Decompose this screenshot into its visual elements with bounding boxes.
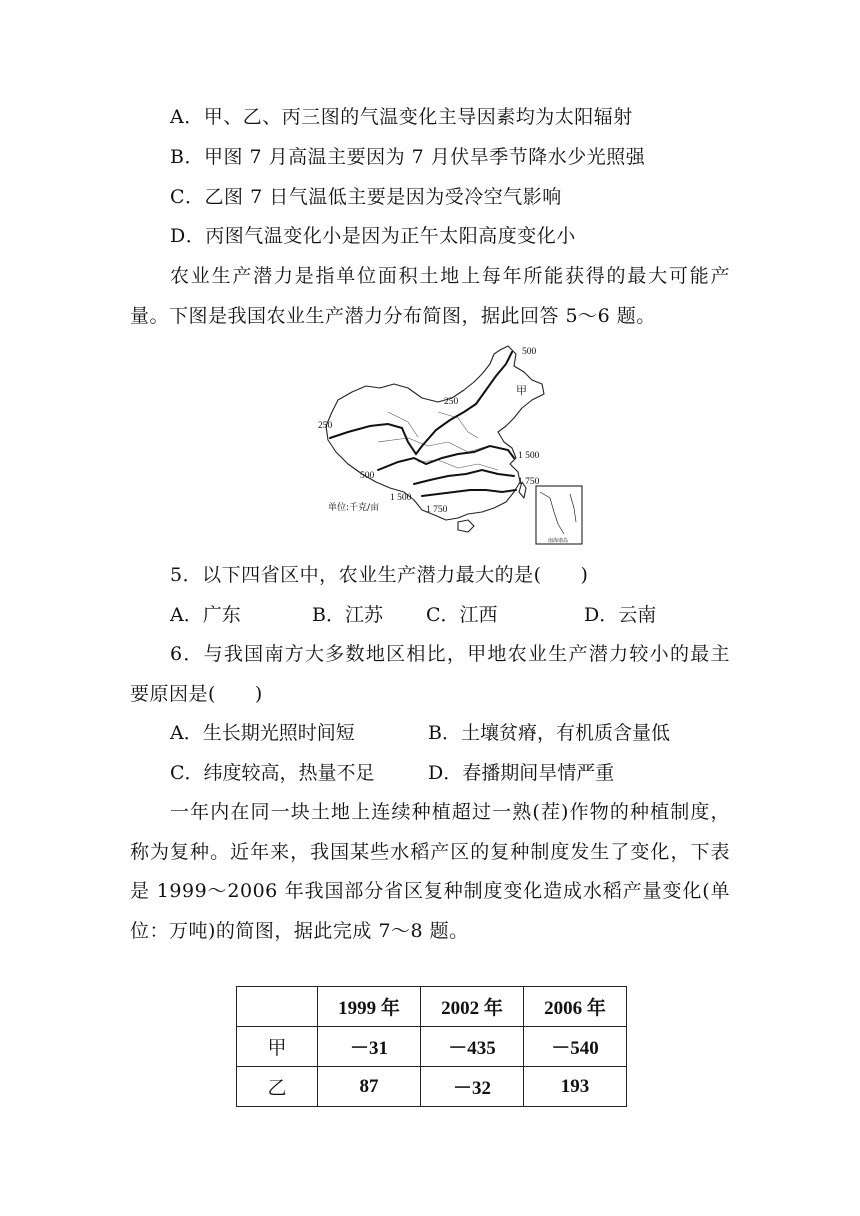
intro-2-line-1: 农业生产潜力是指单位面积土地上每年所能获得的最大可能产 xyxy=(170,265,730,287)
q6-option-b: B．土壤贫瘠，有机质含量低 xyxy=(428,722,670,744)
table-row-label-jia: 甲 xyxy=(237,1027,318,1067)
map-label-500-top: 500 xyxy=(522,347,537,357)
q4-option-b: B．甲图 7 月高温主要因为 7 月伏旱季节降水少光照强 xyxy=(170,146,646,168)
rice-yield-table xyxy=(236,986,627,1107)
map-label-250-west: 250 xyxy=(318,421,333,431)
q4-option-c: C．乙图 7 日气温低主要是因为受冷空气影响 xyxy=(170,186,562,208)
table-header-2002: 2002 年 xyxy=(421,987,524,1027)
intro-3-line-4: 位：万吨)的简图，据此完成 7～8 题。 xyxy=(130,920,469,942)
table-cell: 193 xyxy=(524,1067,627,1107)
map-label-1500-east: 1 500 xyxy=(518,451,540,461)
contour-1500-south xyxy=(414,470,514,484)
map-region-label-jia: 甲 xyxy=(516,384,527,397)
map-label-500-lower: 500 xyxy=(360,471,375,481)
q6-stem-line-1: 6．与我国南方大多数地区相比，甲地农业生产潜力较小的最主 xyxy=(170,643,730,665)
contour-1750 xyxy=(422,490,516,496)
table-row xyxy=(237,1067,627,1107)
table-header-corner xyxy=(237,987,318,1027)
table-cell: 87 xyxy=(318,1067,421,1107)
q4-option-a: A．甲、乙、丙三图的气温变化主导因素均为太阳辐射 xyxy=(170,106,633,128)
table-cell: －31 xyxy=(318,1027,421,1067)
intro-3-line-1: 一年内在同一块土地上连续种植超过一熟(茬)作物的种植制度， xyxy=(170,801,730,823)
map-svg xyxy=(318,342,588,548)
q6-option-a: A．生长期光照时间短 xyxy=(170,722,355,744)
table-row xyxy=(237,1027,627,1067)
map-label-250-mid: 250 xyxy=(444,397,459,407)
map-label-1500-south: 1 500 xyxy=(390,493,412,503)
contour-1500-north xyxy=(378,446,514,470)
contour-250-west xyxy=(330,404,476,454)
table-cell: －435 xyxy=(421,1027,524,1067)
q4-option-d: D．丙图气温变化小是因为正午太阳高度变化小 xyxy=(170,225,576,247)
intro-3-line-2: 称为复种。近年来，我国某些水稻产区的复种制度发生了变化，下表 xyxy=(130,841,730,863)
table-cell: －540 xyxy=(524,1027,627,1067)
q5-option-c: C．江西 xyxy=(426,604,498,626)
table-cell: －32 xyxy=(421,1067,524,1107)
q6-stem-line-2: 要原因是( ) xyxy=(130,683,263,705)
q6-option-c: C．纬度较高，热量不足 xyxy=(170,762,375,784)
table-row-label-yi: 乙 xyxy=(237,1067,318,1107)
q5-option-d: D．云南 xyxy=(584,604,657,626)
q6-option-d: D．春播期间旱情严重 xyxy=(428,762,615,784)
table-header-2006: 2006 年 xyxy=(524,987,627,1027)
q5-option-b: B．江苏 xyxy=(312,604,383,626)
map-label-1750-south: 1 750 xyxy=(426,505,448,515)
q5-option-a: A．广东 xyxy=(170,604,241,626)
q5-stem: 5．以下四省区中，农业生产潜力最大的是( ) xyxy=(170,564,589,586)
china-potential-map xyxy=(318,342,588,548)
contour-500 xyxy=(476,352,512,404)
intro-2-line-2: 量。下图是我国农业生产潜力分布简图，据此回答 5～6 题。 xyxy=(130,305,656,327)
table-header-1999: 1999 年 xyxy=(318,987,421,1027)
intro-3-line-3: 是 1999～2006 年我国部分省区复种制度变化造成水稻产量变化(单 xyxy=(130,880,730,902)
map-unit-label: 单位:千克/亩 xyxy=(328,503,380,513)
map-inset-label: 南海诸岛 xyxy=(548,538,569,544)
map-label-1750-east: 1 750 xyxy=(518,477,540,487)
table-header-row xyxy=(237,987,627,1027)
hainan-island xyxy=(458,520,474,532)
